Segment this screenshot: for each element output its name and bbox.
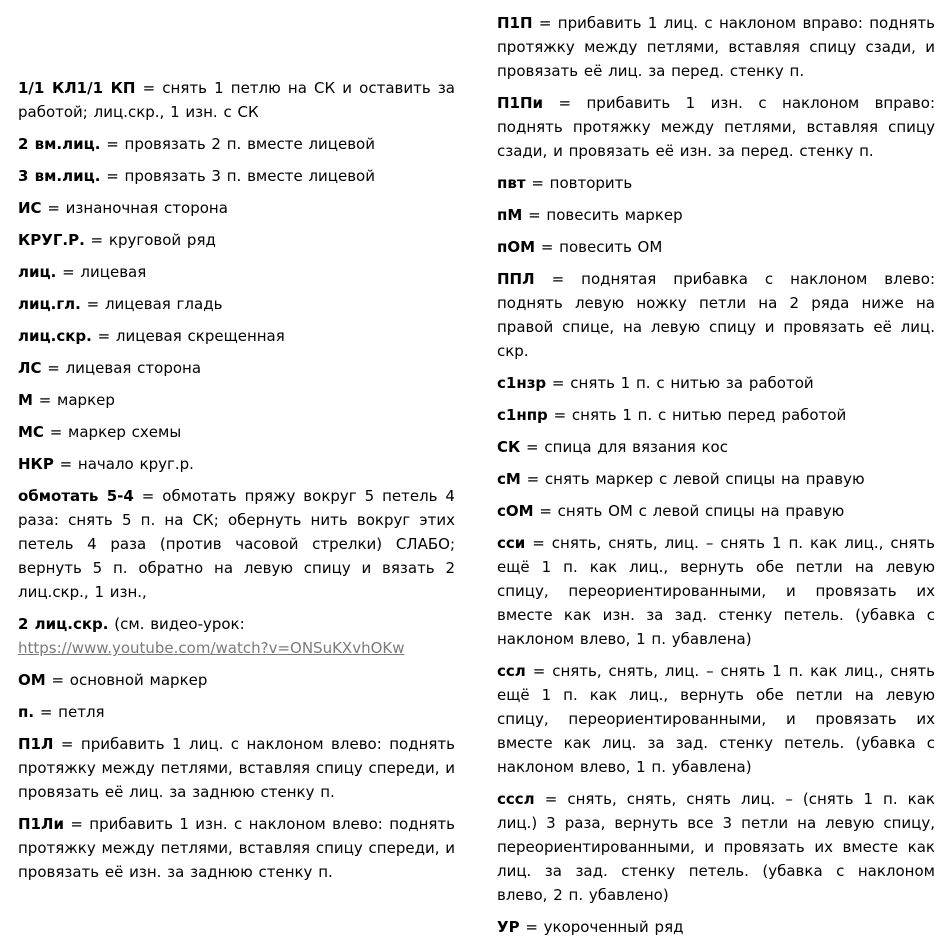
glossary-entry (497, 659, 935, 779)
glossary-entry (18, 484, 455, 604)
glossary-term: МС (18, 423, 44, 441)
glossary-entry (18, 132, 455, 156)
glossary-term: П1Л (18, 735, 54, 753)
glossary-entry (497, 11, 935, 83)
glossary-term: 3 вм.лиц. (18, 167, 101, 185)
glossary-term: ЛС (18, 359, 42, 377)
glossary-entry (18, 388, 455, 412)
glossary-term: лиц.скр. (18, 327, 92, 345)
glossary-column-right (497, 11, 935, 947)
glossary-term: п. (18, 703, 35, 721)
glossary-term: пвт (497, 174, 526, 192)
glossary-column-left (18, 76, 455, 892)
glossary-entry (497, 235, 935, 259)
glossary-term: ссл (497, 662, 526, 680)
glossary-definition: = обмотать пряжу вокруг 5 петель 4 раза: снять 5 п. на СК; обернуть нить вокруг этих петель 4 раза (против часовой стрелки) СЛАБО; вернуть 5 п. обратно на левую спицу и вязать 2 лиц.скр., 1 изн., (18, 487, 455, 601)
glossary-entry (497, 371, 935, 395)
glossary-definition: = круговой ряд (84, 231, 216, 249)
youtube-link[interactable]: https://www.youtube.com/watch?v=ONSuKXvhOKw (18, 639, 405, 657)
glossary-definition: = повторить (525, 174, 633, 192)
glossary-definition: = снять, снять, лиц. – снять 1 п. как лиц., снять ещё 1 п. как лиц., вернуть обе петли на левую спицу, переориентированными, и провязать их вместе как лиц. за зад. стенку петель. (убавка с наклоном влево, 1 п. убавлена) (497, 662, 935, 776)
glossary-entry (497, 171, 935, 195)
glossary-definition: = начало круг.р. (53, 455, 194, 473)
glossary-entry (18, 196, 455, 220)
glossary-entry (18, 812, 455, 884)
glossary-entry (18, 420, 455, 444)
glossary-entry (18, 164, 455, 188)
glossary-entry (18, 260, 455, 284)
glossary-term: с1нпр (497, 406, 548, 424)
glossary-entry (497, 915, 935, 939)
glossary-definition: = основной маркер (45, 671, 208, 689)
glossary-entry (18, 76, 455, 124)
glossary-definition: = снять ОМ с левой спицы на правую (533, 502, 845, 520)
glossary-entry (18, 452, 455, 476)
glossary-entry (497, 403, 935, 427)
glossary-definition: = прибавить 1 лиц. с наклоном вправо: поднять протяжку между петлями, вставляя спицу сзади, и провязать её лиц. за перед. стенку п. (497, 14, 935, 80)
glossary-definition: = прибавить 1 лиц. с наклоном влево: поднять протяжку между петлями, вставляя спицу спереди, и провязать её лиц. за заднюю стенку п. (18, 735, 455, 801)
glossary-entry (497, 499, 935, 523)
glossary-definition: = снять маркер с левой спицы на правую (520, 470, 865, 488)
glossary-term: лиц. (18, 263, 57, 281)
glossary-entry (18, 292, 455, 316)
glossary-entry (18, 668, 455, 692)
glossary-term: 1/1 КЛ1/1 КП (18, 79, 136, 97)
glossary-term: УР (497, 918, 520, 936)
glossary-term: КРУГ.Р. (18, 231, 85, 249)
glossary-term: пМ (497, 206, 523, 224)
glossary-entry (18, 324, 455, 348)
glossary-entry (18, 356, 455, 380)
glossary-definition: = снять 1 п. с нитью за работой (546, 374, 814, 392)
glossary-term: М (18, 391, 33, 409)
glossary-definition: = маркер схемы (43, 423, 182, 441)
glossary-definition: = снять 1 п. с нитью перед работой (547, 406, 847, 424)
glossary-entry (497, 435, 935, 459)
glossary-entry (497, 267, 935, 363)
glossary-entry (18, 700, 455, 724)
glossary-entry (497, 91, 935, 163)
glossary-entry (18, 732, 455, 804)
glossary-entry (497, 467, 935, 491)
glossary-entry (18, 612, 455, 660)
glossary-term: НКР (18, 455, 54, 473)
glossary-definition: = прибавить 1 изн. с наклоном вправо: поднять протяжку между петлями, вставляя спицу сзади, и провязать её изн. за перед. стенку п. (497, 94, 935, 160)
glossary-entry (497, 203, 935, 227)
glossary-definition: = прибавить 1 изн. с наклоном влево: поднять протяжку между петлями, вставляя спицу спереди, и провязать её изн. за заднюю стенку п. (18, 815, 455, 881)
glossary-definition: = лицевая скрещенная (91, 327, 285, 345)
glossary-term: обмотать 5-4 (18, 487, 134, 505)
glossary-definition: = снять, снять, снять лиц. – (снять 1 п. как лиц.) 3 раза, вернуть все 3 петли на левую спицу, переориентированными, и провязать их вместе как лиц. за зад. стенку петель. (убавка с наклоном влево, 2 п. убавлено) (497, 790, 935, 904)
glossary-term: лиц.гл. (18, 295, 81, 313)
glossary-definition: = лицевая гладь (80, 295, 223, 313)
glossary-term: пОМ (497, 238, 536, 256)
glossary-term: сссл (497, 790, 535, 808)
glossary-entry (497, 787, 935, 907)
glossary-definition: = петля (34, 703, 105, 721)
glossary-definition: = провязать 3 п. вместе лицевой (100, 167, 375, 185)
glossary-term: П1Пи (497, 94, 544, 112)
glossary-definition: = изнаночная сторона (41, 199, 228, 217)
glossary-term: сси (497, 534, 526, 552)
glossary-term: П1Ли (18, 815, 64, 833)
glossary-term: П1П (497, 14, 533, 32)
glossary-term: сОМ (497, 502, 534, 520)
glossary-entry (18, 228, 455, 252)
glossary-entry (497, 531, 935, 651)
glossary-term: с1нзр (497, 374, 547, 392)
glossary-definition: = лицевая (56, 263, 147, 281)
glossary-definition: = маркер (32, 391, 115, 409)
glossary-definition: (см. видео-урок: (108, 615, 245, 633)
glossary-definition: = снять, снять, лиц. – снять 1 п. как лиц., снять ещё 1 п. как лиц., вернуть обе петли на левую спицу, переориентированными, и провязать их вместе как изн. за зад. стенку петель. (убавка с наклоном влево, 1 п. убавлена) (497, 534, 935, 648)
glossary-term: ИС (18, 199, 42, 217)
glossary-term: 2 лиц.скр. (18, 615, 109, 633)
glossary-term: ОМ (18, 671, 46, 689)
glossary-definition: = повесить маркер (522, 206, 683, 224)
glossary-term: сМ (497, 470, 521, 488)
glossary-definition: = лицевая сторона (41, 359, 202, 377)
glossary-term: ППЛ (497, 270, 535, 288)
glossary-definition: = повесить ОМ (535, 238, 663, 256)
glossary-definition: = укороченный ряд (519, 918, 684, 936)
glossary-term: 2 вм.лиц. (18, 135, 101, 153)
glossary-definition: = провязать 2 п. вместе лицевой (100, 135, 375, 153)
glossary-term: СК (497, 438, 521, 456)
glossary-definition: = снять 1 петлю на СК и оставить за работой; лиц.скр., 1 изн. с СК (18, 79, 456, 121)
glossary-definition: = поднятая прибавка с наклоном влево: поднять левую ножку петли на 2 ряда ниже на правой спице, на левую спицу и провязать её лиц. скр. (497, 270, 935, 360)
glossary-definition: = спица для вязания кос (520, 438, 728, 456)
